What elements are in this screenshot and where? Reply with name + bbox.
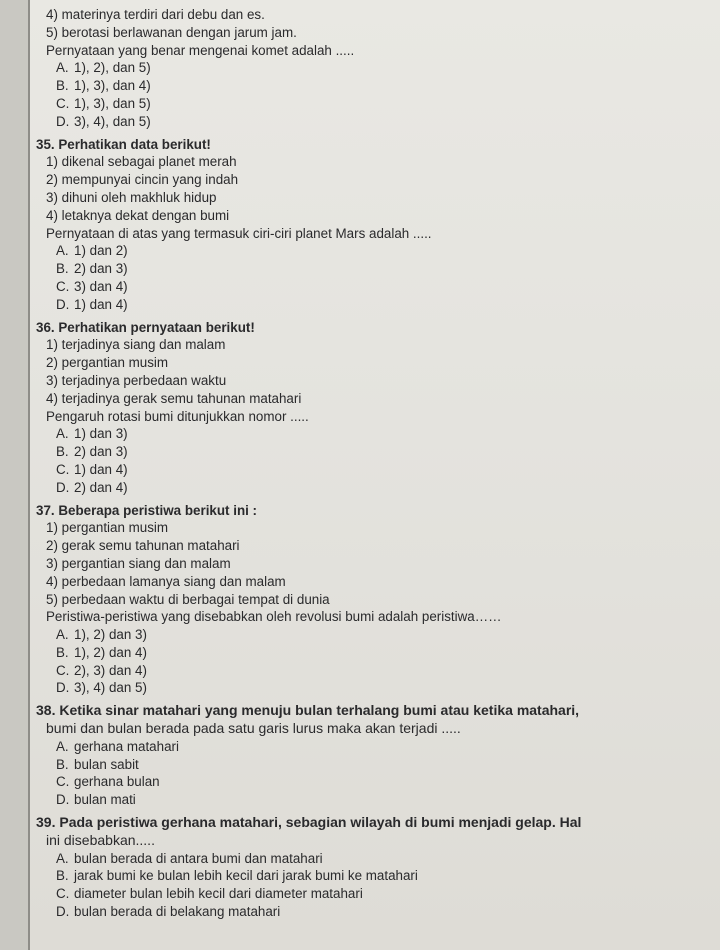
option-letter: C.	[56, 662, 70, 678]
option-text: 1), 2) dan 3)	[74, 627, 147, 643]
option-c[interactable]	[36, 461, 710, 479]
option-b[interactable]	[36, 644, 710, 662]
option-letter: D.	[56, 113, 70, 129]
option-letter: B.	[56, 444, 69, 460]
question-38	[36, 702, 710, 809]
option-text: jarak bumi ke bulan lebih kecil dari jarak bumi ke matahari	[74, 868, 418, 884]
statement-line: 3) dihuni oleh makhluk hidup	[46, 189, 217, 205]
option-letter: C.	[56, 886, 70, 902]
option-letter: D.	[56, 680, 70, 696]
statement-line: 1) terjadinya siang dan malam	[46, 337, 226, 353]
question-stem: Peristiwa-peristiwa yang disebabkan oleh revolusi bumi adalah peristiwa……	[46, 609, 502, 625]
statement-line: 2) pergantian musim	[46, 355, 169, 371]
option-text: 2), 3) dan 4)	[74, 662, 147, 678]
option-text: 2) dan 3)	[74, 444, 128, 460]
option-a[interactable]	[36, 59, 710, 77]
option-c[interactable]	[36, 885, 710, 903]
option-text: 1) dan 4)	[74, 461, 128, 477]
question-39	[36, 814, 710, 921]
option-letter: C.	[56, 95, 70, 111]
option-text: 1) dan 3)	[74, 426, 128, 442]
option-c[interactable]	[36, 773, 710, 791]
option-letter: B.	[56, 261, 69, 277]
option-a[interactable]	[36, 626, 710, 644]
question-header-continued: ini disebabkan.....	[46, 831, 155, 848]
option-letter: A.	[56, 850, 69, 866]
option-letter: D.	[56, 904, 70, 920]
option-a[interactable]	[36, 425, 710, 443]
option-text: 3) dan 4)	[74, 278, 128, 294]
option-text: gerhana bulan	[74, 774, 160, 790]
statement-line: 1) dikenal sebagai planet merah	[46, 154, 237, 170]
option-letter: C.	[56, 774, 70, 790]
statement-line: 4) letaknya dekat dengan bumi	[46, 207, 230, 223]
option-letter: B.	[56, 78, 69, 94]
option-letter: B.	[56, 756, 69, 772]
statement-line: 1) pergantian musim	[46, 520, 169, 536]
question-stem: Pernyataan di atas yang termasuk ciri-ciri planet Mars adalah .....	[46, 225, 432, 241]
option-text: 2) dan 4)	[74, 479, 128, 495]
option-letter: D.	[56, 296, 70, 312]
question-stem: Pernyataan yang benar mengenai komet adalah .....	[46, 42, 355, 58]
option-letter: A.	[56, 243, 69, 259]
question-35	[36, 136, 710, 314]
option-text: diameter bulan lebih kecil dari diameter matahari	[74, 886, 363, 902]
question-header: 36. Perhatikan pernyataan berikut!	[36, 319, 255, 335]
option-text: 1) dan 4)	[74, 296, 128, 312]
option-a[interactable]	[36, 738, 710, 756]
option-text: bulan berada di antara bumi dan matahari	[74, 850, 323, 866]
statement-line: 4) terjadinya gerak semu tahunan matahari	[46, 390, 302, 406]
option-c[interactable]	[36, 662, 710, 680]
statement-line: 4) perbedaan lamanya siang dan malam	[46, 573, 286, 589]
option-text: 1), 2), dan 5)	[74, 60, 151, 76]
question-header: 37. Beberapa peristiwa berikut ini :	[36, 502, 258, 518]
question-36	[36, 319, 710, 497]
option-text: 1), 2) dan 4)	[74, 644, 147, 660]
option-d[interactable]	[36, 479, 710, 497]
statement-line: 5) berotasi berlawanan dengan jarum jam.	[46, 24, 297, 40]
option-letter: A.	[56, 60, 69, 76]
option-letter: D.	[56, 792, 70, 808]
option-d[interactable]	[36, 113, 710, 131]
option-text: bulan berada di belakang matahari	[74, 904, 281, 920]
option-b[interactable]	[36, 867, 710, 885]
option-text: 1), 3), dan 4)	[74, 78, 151, 94]
option-text: 2) dan 3)	[74, 261, 128, 277]
option-letter: A.	[56, 738, 69, 754]
option-d[interactable]	[36, 296, 710, 314]
question-header-continued: bumi dan bulan berada pada satu garis lurus maka akan terjadi .....	[46, 720, 461, 737]
option-c[interactable]	[36, 278, 710, 296]
option-text: 1) dan 2)	[74, 243, 128, 259]
option-b[interactable]	[36, 260, 710, 278]
option-d[interactable]	[36, 679, 710, 697]
option-text: 3), 4) dan 5)	[74, 680, 147, 696]
option-text: gerhana matahari	[74, 738, 179, 754]
statement-line: 3) pergantian siang dan malam	[46, 555, 231, 571]
option-text: 1), 3), dan 5)	[74, 95, 151, 111]
statement-line: 3) terjadinya perbedaan waktu	[46, 372, 227, 388]
question-34-continued	[36, 6, 710, 131]
worksheet-page	[28, 0, 720, 950]
option-letter: B.	[56, 868, 69, 884]
option-letter: C.	[56, 278, 70, 294]
option-c[interactable]	[36, 95, 710, 113]
statement-line: 5) perbedaan waktu di berbagai tempat di dunia	[46, 591, 330, 607]
option-b[interactable]	[36, 77, 710, 95]
statement-line: 4) materinya terdiri dari debu dan es.	[46, 7, 265, 22]
worksheet-content	[36, 6, 710, 921]
statement-line: 2) mempunyai cincin yang indah	[46, 172, 239, 188]
option-letter: D.	[56, 479, 70, 495]
option-b[interactable]	[36, 443, 710, 461]
option-b[interactable]	[36, 756, 710, 774]
question-header: 35. Perhatikan data berikut!	[36, 136, 211, 152]
option-text: bulan mati	[74, 792, 136, 808]
option-a[interactable]	[36, 242, 710, 260]
option-letter: C.	[56, 461, 70, 477]
statement-line: 2) gerak semu tahunan matahari	[46, 538, 240, 554]
question-stem: Pengaruh rotasi bumi ditunjukkan nomor .....	[46, 408, 309, 424]
option-d[interactable]	[36, 791, 710, 809]
question-header: 39. Pada peristiwa gerhana matahari, sebagian wilayah di bumi menjadi gelap. Hal	[36, 814, 582, 831]
option-a[interactable]	[36, 850, 710, 868]
option-letter: B.	[56, 644, 69, 660]
option-letter: A.	[56, 426, 69, 442]
option-letter: A.	[56, 627, 69, 643]
question-37	[36, 502, 710, 698]
option-d[interactable]	[36, 903, 710, 921]
option-text: bulan sabit	[74, 756, 139, 772]
option-text: 3), 4), dan 5)	[74, 113, 151, 129]
question-header: 38. Ketika sinar matahari yang menuju bulan terhalang bumi atau ketika matahari,	[36, 702, 580, 719]
